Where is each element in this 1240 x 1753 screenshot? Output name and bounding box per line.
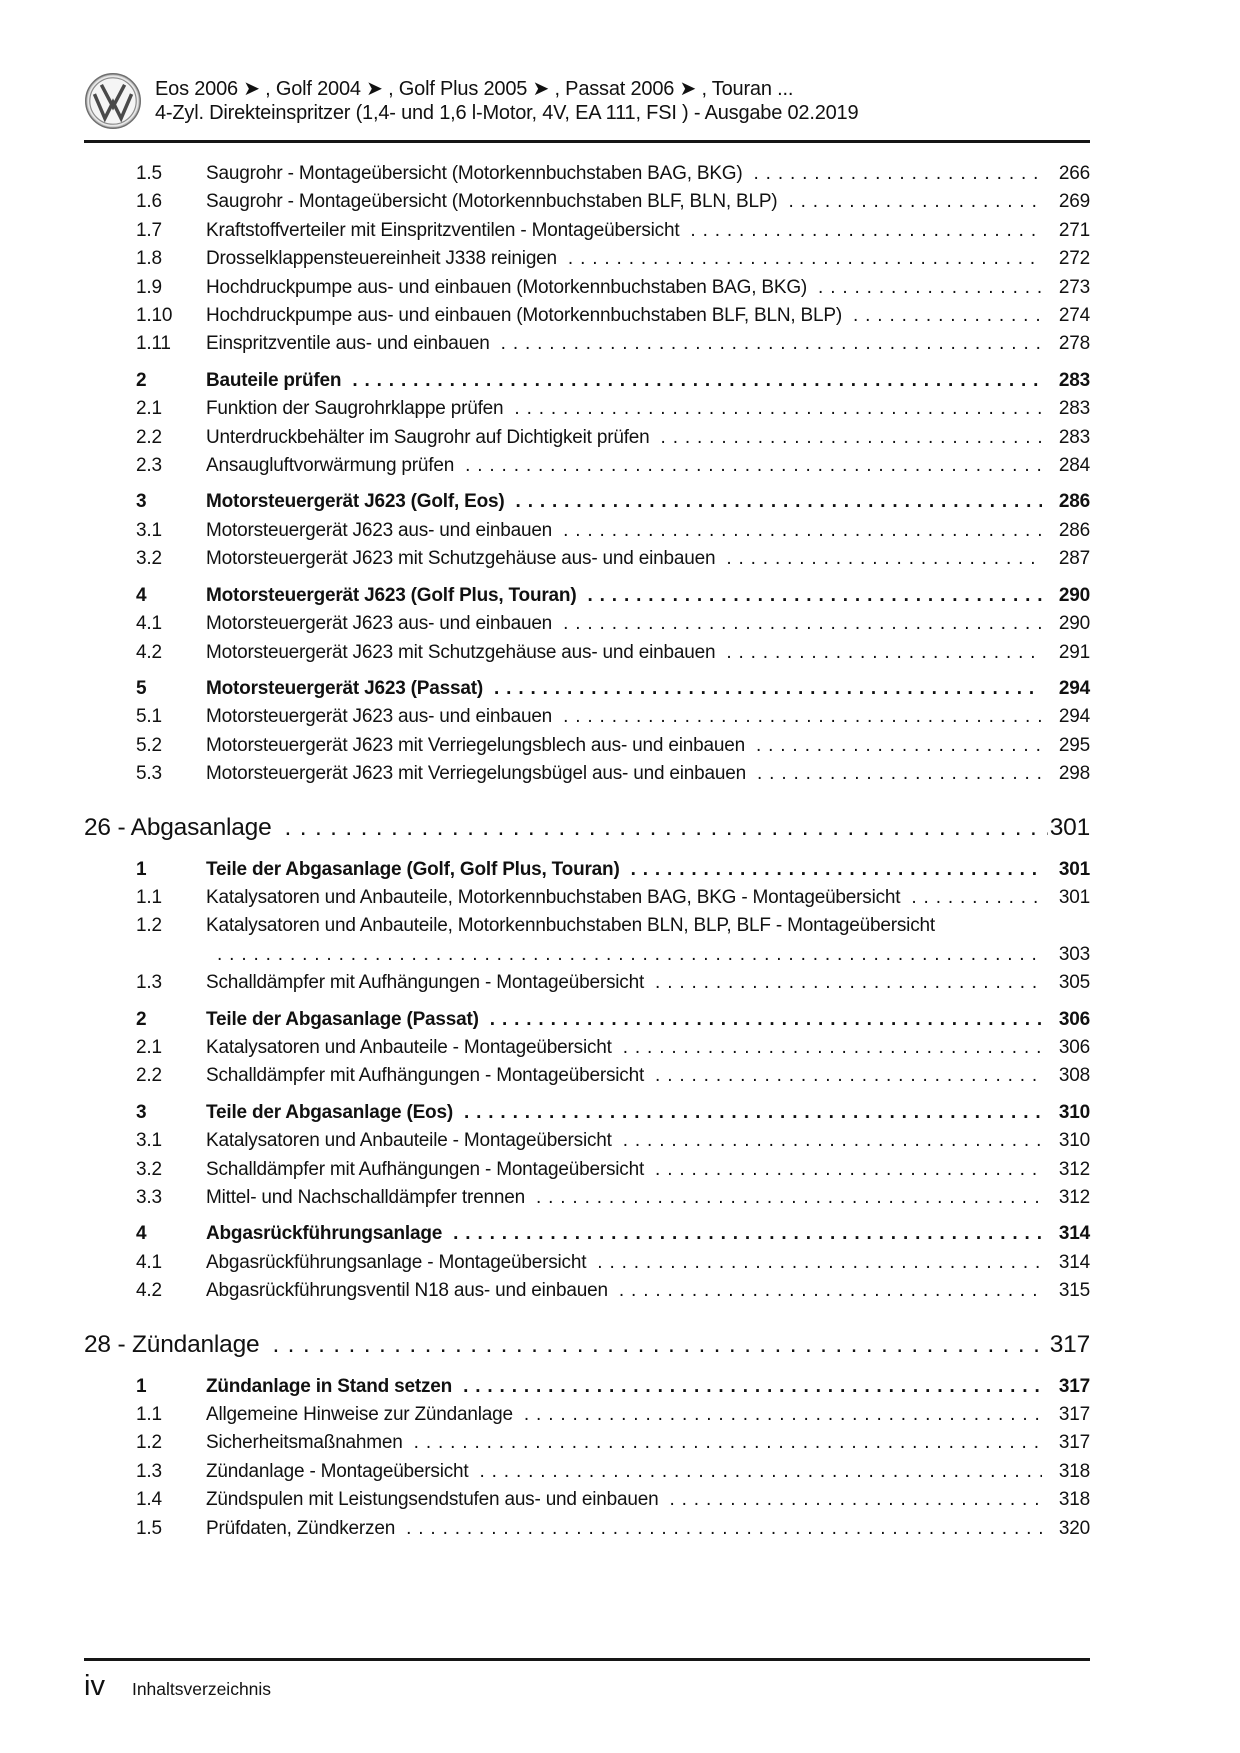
footer-section-label: Inhaltsverzeichnis xyxy=(131,1679,272,1699)
entry-title: Motorsteuergerät J623 (Golf Plus, Touran) xyxy=(206,584,577,606)
entry-title: Katalysatoren und Anbauteile - Montageübersicht xyxy=(206,1130,612,1152)
toc-entry-row xyxy=(84,217,1090,245)
entry-page: 298 xyxy=(1058,763,1090,785)
entry-page: 283 xyxy=(1058,426,1090,448)
entry-page: 273 xyxy=(1058,276,1090,298)
dot-leader xyxy=(406,1515,1042,1543)
entry-title: Motorsteuergerät J623 mit Verriegelungsbügel aus- und einbauen xyxy=(206,763,747,785)
toc-entry-row xyxy=(84,545,1090,573)
entry-title: Zündanlage in Stand setzen xyxy=(206,1375,453,1397)
entry-page: 284 xyxy=(1058,455,1090,477)
entry-title: Katalysatoren und Anbauteile - Montageübersicht xyxy=(206,1036,612,1058)
dot-leader xyxy=(623,1127,1042,1155)
dot-leader xyxy=(669,1486,1042,1514)
entry-number: 1.2 xyxy=(136,915,162,937)
dot-leader xyxy=(655,1062,1042,1090)
dot-leader xyxy=(587,582,1042,610)
dot-leader xyxy=(597,1249,1042,1277)
entry-page: 295 xyxy=(1058,734,1090,756)
dot-leader xyxy=(465,452,1042,480)
entry-number: 3.3 xyxy=(136,1187,162,1208)
toc-entry-row xyxy=(84,582,1090,610)
toc-entry-row xyxy=(84,675,1090,703)
toc-entry-row xyxy=(84,856,1090,884)
dot-leader xyxy=(661,424,1042,452)
entry-page: 312 xyxy=(1058,1158,1090,1180)
dot-leader xyxy=(285,810,1048,846)
entry-number: 1 xyxy=(136,858,147,880)
toc-entry-row xyxy=(84,1277,1090,1305)
dot-leader xyxy=(463,1373,1042,1401)
dot-leader xyxy=(754,160,1042,188)
entry-title: Motorsteuergerät J623 mit Schutzgehäuse aus- und einbauen xyxy=(206,548,716,570)
entry-page: 290 xyxy=(1058,613,1090,635)
entry-number: 1.7 xyxy=(136,219,162,241)
dot-leader xyxy=(818,274,1042,302)
entry-number: 1.6 xyxy=(136,191,162,213)
toc-chapter-row xyxy=(84,810,1090,846)
toc-entry-row xyxy=(84,1401,1090,1429)
entry-number: 1.1 xyxy=(136,886,162,908)
toc-entry-row xyxy=(84,302,1090,330)
dot-leader xyxy=(479,1458,1042,1486)
entry-page: 318 xyxy=(1058,1460,1090,1482)
toc-entry-row xyxy=(84,732,1090,760)
entry-page: 315 xyxy=(1058,1280,1090,1302)
entry-page: 272 xyxy=(1058,248,1090,270)
dot-leader xyxy=(272,1327,1047,1363)
entry-page: 317 xyxy=(1058,1432,1090,1454)
entry-title: Abgasrückführungsanlage xyxy=(206,1223,443,1245)
toc-entry-row xyxy=(84,274,1090,302)
entry-page: 305 xyxy=(1058,972,1090,994)
entry-page: 294 xyxy=(1058,706,1090,728)
chapter-title: 28 - Zündanlage xyxy=(84,1330,260,1358)
dot-leader xyxy=(563,703,1042,731)
entry-title: Katalysatoren und Anbauteile, Motorkennbuchstaben BLN, BLP, BLF - Montageübersicht xyxy=(206,915,935,937)
dot-leader xyxy=(453,1220,1042,1248)
toc-entry-row xyxy=(84,188,1090,216)
entry-page: 291 xyxy=(1058,641,1090,663)
dot-leader xyxy=(631,856,1042,884)
entry-page: 318 xyxy=(1058,1489,1090,1511)
entry-number: 4.1 xyxy=(136,1251,162,1273)
dot-leader xyxy=(726,639,1042,667)
entry-number: 1.1 xyxy=(136,1404,162,1426)
entry-number: 4 xyxy=(136,584,147,606)
entry-number: 3 xyxy=(136,1101,147,1123)
dot-leader xyxy=(690,217,1042,245)
entry-number: 3.2 xyxy=(136,548,162,570)
entry-page: 310 xyxy=(1058,1101,1090,1123)
entry-title: Abgasrückführungsventil N18 aus- und einbauen xyxy=(206,1280,608,1302)
entry-number: 5.1 xyxy=(136,706,162,728)
toc-entry-row xyxy=(84,160,1090,188)
entry-page: 294 xyxy=(1058,677,1090,699)
toc xyxy=(84,160,1090,1543)
dot-leader xyxy=(516,488,1042,516)
toc-entry-row xyxy=(84,1249,1090,1277)
entry-title: Teile der Abgasanlage (Passat) xyxy=(206,1008,479,1030)
toc-entry-row xyxy=(84,760,1090,788)
toc-entry-row xyxy=(84,639,1090,667)
entry-title: Einspritzventile aus- und einbauen xyxy=(206,333,490,355)
entry-title: Schalldämpfer mit Aufhängungen - Montageübersicht xyxy=(206,972,645,994)
entry-page: 283 xyxy=(1058,398,1090,420)
entry-number: 2.2 xyxy=(136,426,162,448)
toc-chapter-row xyxy=(84,1327,1090,1363)
entry-page: 317 xyxy=(1058,1404,1090,1426)
entry-title: Zündspulen mit Leistungsendstufen aus- und einbauen xyxy=(206,1489,659,1511)
entry-page: 301 xyxy=(1058,858,1090,880)
entry-title: Katalysatoren und Anbauteile, Motorkennbuchstaben BAG, BKG - Montageübersicht xyxy=(206,886,901,908)
toc-entry-row xyxy=(84,1156,1090,1184)
entry-number: 2 xyxy=(136,369,147,391)
toc-entry-row xyxy=(84,1184,1090,1212)
entry-title: Motorsteuergerät J623 mit Verriegelungsblech aus- und einbauen xyxy=(206,734,745,756)
entry-title: Hochdruckpumpe aus- und einbauen (Motorkennbuchstaben BAG, BKG) xyxy=(206,276,808,298)
entry-title: Mittel- und Nachschalldämpfer trennen xyxy=(206,1187,525,1208)
entry-number: 2.1 xyxy=(136,1036,162,1058)
entry-page: 306 xyxy=(1058,1036,1090,1058)
entry-page: 310 xyxy=(1058,1130,1090,1152)
entry-title: Funktion der Saugrohrklappe prüfen xyxy=(206,398,504,420)
entry-title: Zündanlage - Montageübersicht xyxy=(206,1460,469,1482)
entry-number: 5.3 xyxy=(136,763,162,785)
page-footer xyxy=(84,1670,1090,1753)
entry-number: 1.2 xyxy=(136,1432,162,1454)
entry-title: Schalldämpfer mit Aufhängungen - Montageübersicht xyxy=(206,1158,645,1180)
dot-leader xyxy=(501,330,1042,358)
toc-entry-row xyxy=(84,1373,1090,1401)
entry-number: 4.2 xyxy=(136,641,162,663)
entry-number: 1.10 xyxy=(136,305,173,327)
toc-entry-row xyxy=(84,1486,1090,1514)
entry-number: 3.2 xyxy=(136,1158,162,1180)
dot-leader xyxy=(568,245,1042,273)
footer-page-number: iv xyxy=(84,1670,105,1702)
entry-page: 269 xyxy=(1058,191,1090,213)
header-edition-line: 4-Zyl. Direkteinspritzer (1,4- und 1,6 l-Motor, 4V, EA 111, FSI ) - Ausgabe 02.2019 xyxy=(155,102,859,124)
toc-entry-row xyxy=(84,1034,1090,1062)
toc-entry-row xyxy=(84,1458,1090,1486)
entry-number: 1.5 xyxy=(136,163,162,184)
dot-leader xyxy=(563,517,1042,545)
dot-leader xyxy=(619,1277,1042,1305)
toc-entry-row xyxy=(84,703,1090,731)
toc-entry-row xyxy=(84,452,1090,480)
entry-page: 308 xyxy=(1058,1065,1090,1087)
entry-number: 1.3 xyxy=(136,972,162,994)
vw-logo xyxy=(84,72,142,130)
entry-page: 266 xyxy=(1058,163,1090,184)
entry-title: Motorsteuergerät J623 mit Schutzgehäuse aus- und einbauen xyxy=(206,641,716,663)
dot-leader xyxy=(911,884,1042,912)
entry-number: 1.9 xyxy=(136,276,162,298)
entry-page: 283 xyxy=(1058,369,1090,391)
chapter-page: 301 xyxy=(1049,813,1090,841)
entry-number: 5.2 xyxy=(136,734,162,756)
entry-title: Unterdruckbehälter im Saugrohr auf Dichtigkeit prüfen xyxy=(206,426,650,448)
entry-number: 3.1 xyxy=(136,1130,162,1152)
entry-page: 314 xyxy=(1058,1223,1090,1245)
dot-leader xyxy=(464,1099,1042,1127)
entry-page: 306 xyxy=(1058,1008,1090,1030)
dot-leader xyxy=(217,941,1042,969)
entry-title: Motorsteuergerät J623 (Golf, Eos) xyxy=(206,491,505,513)
entry-title: Saugrohr - Montageübersicht (Motorkennbuchstaben BAG, BKG) xyxy=(206,163,743,184)
dot-leader xyxy=(536,1184,1042,1212)
entry-number: 5 xyxy=(136,677,147,699)
toc-entry-row xyxy=(84,1429,1090,1457)
entry-page: 301 xyxy=(1058,886,1090,908)
entry-title: Bauteile prüfen xyxy=(206,369,342,391)
toc-entry-row xyxy=(84,912,1090,940)
entry-number: 4 xyxy=(136,1223,147,1245)
toc-entry-row xyxy=(84,330,1090,358)
entry-page: 290 xyxy=(1058,584,1090,606)
entry-title: Kraftstoffverteiler mit Einspritzventilen - Montageübersicht xyxy=(206,219,680,241)
entry-number: 1.4 xyxy=(136,1489,162,1511)
dot-leader xyxy=(757,760,1042,788)
dot-leader xyxy=(352,367,1042,395)
dot-leader xyxy=(524,1401,1042,1429)
dot-leader xyxy=(563,610,1042,638)
entry-title: Schalldämpfer mit Aufhängungen - Montageübersicht xyxy=(206,1065,645,1087)
entry-number: 2 xyxy=(136,1008,147,1030)
dot-leader xyxy=(514,395,1042,423)
toc-entry-row xyxy=(84,969,1090,997)
toc-entry-row xyxy=(84,1099,1090,1127)
dot-leader xyxy=(788,188,1042,216)
entry-page: 317 xyxy=(1058,1375,1090,1397)
entry-number: 1.3 xyxy=(136,1460,162,1482)
dot-leader xyxy=(494,675,1042,703)
dot-leader xyxy=(414,1429,1042,1457)
entry-title: Allgemeine Hinweise zur Zündanlage xyxy=(206,1404,513,1426)
dot-leader xyxy=(490,1006,1042,1034)
entry-number: 3 xyxy=(136,491,147,513)
toc-entry-row xyxy=(84,424,1090,452)
footer-rule xyxy=(84,1658,1090,1661)
entry-number: 1.11 xyxy=(136,333,171,355)
entry-number: 1.5 xyxy=(136,1517,162,1539)
entry-page: 320 xyxy=(1058,1517,1090,1539)
dot-leader xyxy=(756,732,1042,760)
toc-entry-row xyxy=(84,517,1090,545)
entry-page: 303 xyxy=(1058,943,1090,965)
entry-page: 312 xyxy=(1058,1187,1090,1208)
entry-title: Motorsteuergerät J623 aus- und einbauen xyxy=(206,519,553,541)
entry-number: 4.2 xyxy=(136,1280,162,1302)
entry-page: 286 xyxy=(1058,519,1090,541)
toc-entry-row xyxy=(84,1127,1090,1155)
entry-number: 4.1 xyxy=(136,613,162,635)
toc-entry-row xyxy=(84,1515,1090,1543)
entry-title: Drosselklappensteuereinheit J338 reinigen xyxy=(206,248,557,270)
entry-number: 2.3 xyxy=(136,455,162,477)
toc-entry-row xyxy=(84,395,1090,423)
chapter-page: 317 xyxy=(1049,1330,1090,1358)
entry-number: 1 xyxy=(136,1375,147,1397)
entry-page: 287 xyxy=(1058,548,1090,570)
entry-number: 2.2 xyxy=(136,1065,162,1087)
dot-leader xyxy=(623,1034,1042,1062)
entry-page: 274 xyxy=(1058,305,1090,327)
entry-title: Motorsteuergerät J623 aus- und einbauen xyxy=(206,613,553,635)
toc-entry-row xyxy=(84,884,1090,912)
dot-leader xyxy=(655,969,1042,997)
header-model-line: Eos 2006 ➤ , Golf 2004 ➤ , Golf Plus 2005 ➤ , Passat 2006 ➤ , Touran ... xyxy=(155,78,794,100)
entry-page: 314 xyxy=(1058,1251,1090,1273)
toc-entry-row xyxy=(84,610,1090,638)
toc-entry-row xyxy=(84,1062,1090,1090)
toc-entry-row xyxy=(84,367,1090,395)
page-header xyxy=(84,72,1090,130)
entry-title: Motorsteuergerät J623 (Passat) xyxy=(206,677,483,699)
chapter-title: 26 - Abgasanlage xyxy=(84,813,272,841)
entry-title: Teile der Abgasanlage (Golf, Golf Plus, Touran) xyxy=(206,858,620,880)
entry-title: Hochdruckpumpe aus- und einbauen (Motorkennbuchstaben BLF, BLN, BLP) xyxy=(206,305,842,327)
dot-leader xyxy=(853,302,1042,330)
entry-title: Prüfdaten, Zündkerzen xyxy=(206,1517,396,1539)
entry-title: Abgasrückführungsanlage - Montageübersicht xyxy=(206,1251,587,1273)
entry-page: 278 xyxy=(1058,333,1090,355)
entry-title: Saugrohr - Montageübersicht (Motorkennbuchstaben BLF, BLN, BLP) xyxy=(206,191,778,213)
entry-number: 1.8 xyxy=(136,248,162,270)
header-titles xyxy=(155,77,858,125)
entry-title: Sicherheitsmaßnahmen xyxy=(206,1432,403,1454)
toc-entry-row xyxy=(84,245,1090,273)
entry-title: Motorsteuergerät J623 aus- und einbauen xyxy=(206,706,553,728)
dot-leader xyxy=(655,1156,1042,1184)
entry-page: 286 xyxy=(1058,491,1090,513)
toc-entry-row xyxy=(84,1220,1090,1248)
entry-number: 2.1 xyxy=(136,398,162,420)
dot-leader xyxy=(726,545,1042,573)
toc-entry-row xyxy=(84,488,1090,516)
entry-title: Ansaugluftvorwärmung prüfen xyxy=(206,455,455,477)
entry-page: 271 xyxy=(1058,219,1090,241)
toc-entry-row xyxy=(84,1006,1090,1034)
toc-entry-row xyxy=(84,941,1090,969)
header-rule xyxy=(84,140,1090,143)
entry-number: 3.1 xyxy=(136,519,162,541)
entry-title: Teile der Abgasanlage (Eos) xyxy=(206,1101,453,1123)
